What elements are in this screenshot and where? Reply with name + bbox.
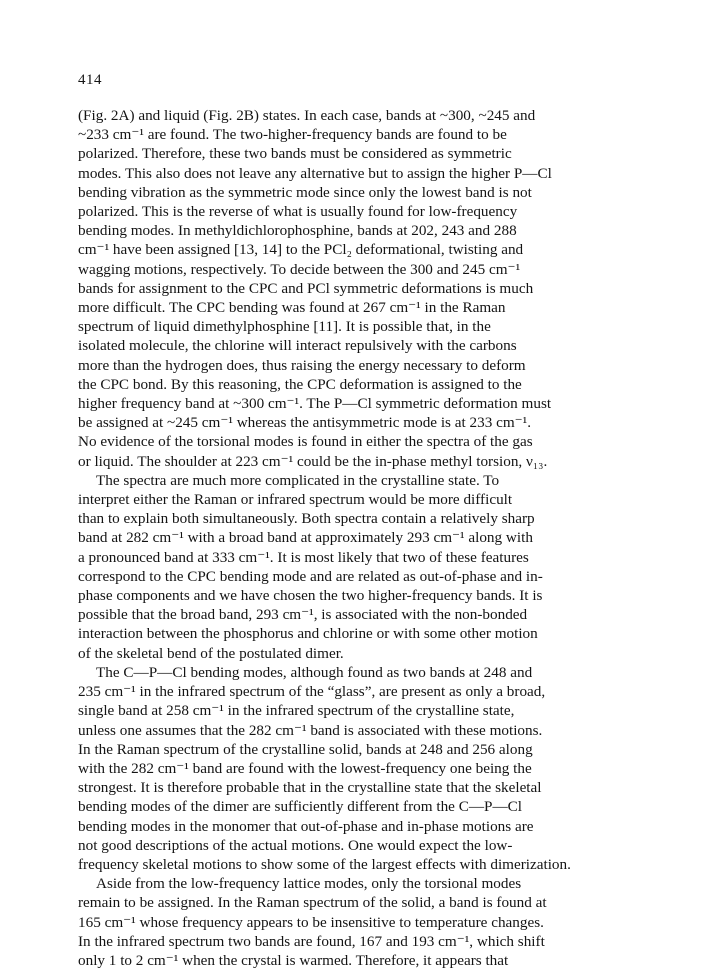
text-line: not good descriptions of the actual motions. One would expect the low-: [78, 836, 513, 854]
text-line: polarized. Therefore, these two bands must be considered as symmetric: [78, 145, 512, 163]
text-line: unless one assumes that the 282 cm⁻¹ band is associated with these motions.: [78, 721, 543, 739]
text-line: band at 282 cm⁻¹ with a broad band at approximately 293 cm⁻¹ along with: [78, 529, 533, 547]
text-line: a pronounced band at 333 cm⁻¹. It is most likely that two of these features: [78, 548, 529, 566]
text-line: bending vibration as the symmetric mode since only the lowest band is not: [78, 183, 532, 201]
text-line: or liquid. The shoulder at 223 cm⁻¹ could be the in-phase methyl torsion, ν₁₃.: [78, 452, 548, 470]
text-line: ~233 cm⁻¹ are found. The two-higher-frequency bands are found to be: [78, 126, 507, 144]
text-line: bending modes. In methyldichlorophosphine, bands at 202, 243 and 288: [78, 222, 517, 240]
text-line: only 1 to 2 cm⁻¹ when the crystal is warmed. Therefore, it appears that: [78, 951, 509, 969]
text-line: with the 282 cm⁻¹ band are found with the lowest-frequency one being the: [78, 759, 532, 777]
text-line: bands for assignment to the CPC and PCl symmetric deformations is much: [78, 279, 534, 297]
text-line: Aside from the low-frequency lattice modes, only the torsional modes: [96, 875, 522, 893]
text-line: (Fig. 2A) and liquid (Fig. 2B) states. In each case, bands at ~300, ~245 and: [78, 107, 536, 124]
text-line: isolated molecule, the chlorine will interact repulsively with the carbons: [78, 337, 517, 355]
text-line: modes. This also does not leave any alternative but to assign the higher P—Cl: [78, 164, 552, 182]
text-line: more difficult. The CPC bending was found at 267 cm⁻¹ in the Raman: [78, 299, 506, 317]
text-line: The spectra are much more complicated in the crystalline state. To: [96, 471, 500, 489]
text-line: bending modes of the dimer are sufficiently different from the C—P—Cl: [78, 798, 522, 816]
text-line: correspond to the CPC bending mode and are related as out-of-phase and in-: [78, 567, 543, 585]
text-line: of the skeletal bend of the postulated dimer.: [78, 644, 344, 662]
text-line: higher frequency band at ~300 cm⁻¹. The P—Cl symmetric deformation must: [78, 395, 552, 413]
text-line: 235 cm⁻¹ in the infrared spectrum of the “glass”, are present as only a broad,: [78, 683, 546, 701]
text-line: single band at 258 cm⁻¹ in the infrared spectrum of the crystalline state,: [78, 702, 515, 720]
text-line: No evidence of the torsional modes is found in either the spectra of the gas: [78, 433, 533, 451]
text-line: The C—P—Cl bending modes, although found as two bands at 248 and: [96, 663, 533, 681]
text-line: phase components and we have chosen the two higher-frequency bands. It is: [78, 587, 543, 605]
text-line: be assigned at ~245 cm⁻¹ whereas the antisymmetric mode is at 233 cm⁻¹.: [78, 414, 532, 432]
text-line: wagging motions, respectively. To decide between the 300 and 245 cm⁻¹: [78, 260, 521, 278]
text-line: bending modes in the monomer that out-of-phase and in-phase motions are: [78, 817, 534, 835]
page-number: 414: [78, 72, 102, 88]
text-line: possible that the broad band, 293 cm⁻¹, is associated with the non-bonded: [78, 606, 528, 624]
text-line: spectrum of liquid dimethylphosphine [11]. It is possible that, in the: [78, 318, 491, 336]
text-line: interaction between the phosphorus and chlorine or with some other motion: [78, 625, 538, 643]
text-line: cm⁻¹ have been assigned [13, 14] to the PCl₂ deformational, twisting and: [78, 241, 524, 259]
text-line: In the Raman spectrum of the crystalline solid, bands at 248 and 256 along: [78, 740, 533, 758]
text-line: than to explain both simultaneously. Both spectra contain a relatively sharp: [78, 510, 535, 528]
text-line: remain to be assigned. In the Raman spectrum of the solid, a band is found at: [78, 894, 547, 912]
text-line: more than the hydrogen does, thus raising the energy necessary to deform: [78, 356, 526, 374]
text-line: interpret either the Raman or infrared spectrum would be more difficult: [78, 491, 513, 509]
body-text: [78, 106, 678, 970]
text-line: polarized. This is the reverse of what is usually found for low-frequency: [78, 203, 518, 221]
text-line: frequency skeletal motions to show some of the largest effects with dimerization.: [78, 855, 571, 873]
text-line: the CPC bond. By this reasoning, the CPC deformation is assigned to the: [78, 375, 522, 393]
text-line: strongest. It is therefore probable that in the crystalline state that the skeletal: [78, 779, 542, 797]
text-line: In the infrared spectrum two bands are found, 167 and 193 cm⁻¹, which shift: [78, 932, 545, 950]
text-line: 165 cm⁻¹ whose frequency appears to be insensitive to temperature changes.: [78, 913, 544, 931]
